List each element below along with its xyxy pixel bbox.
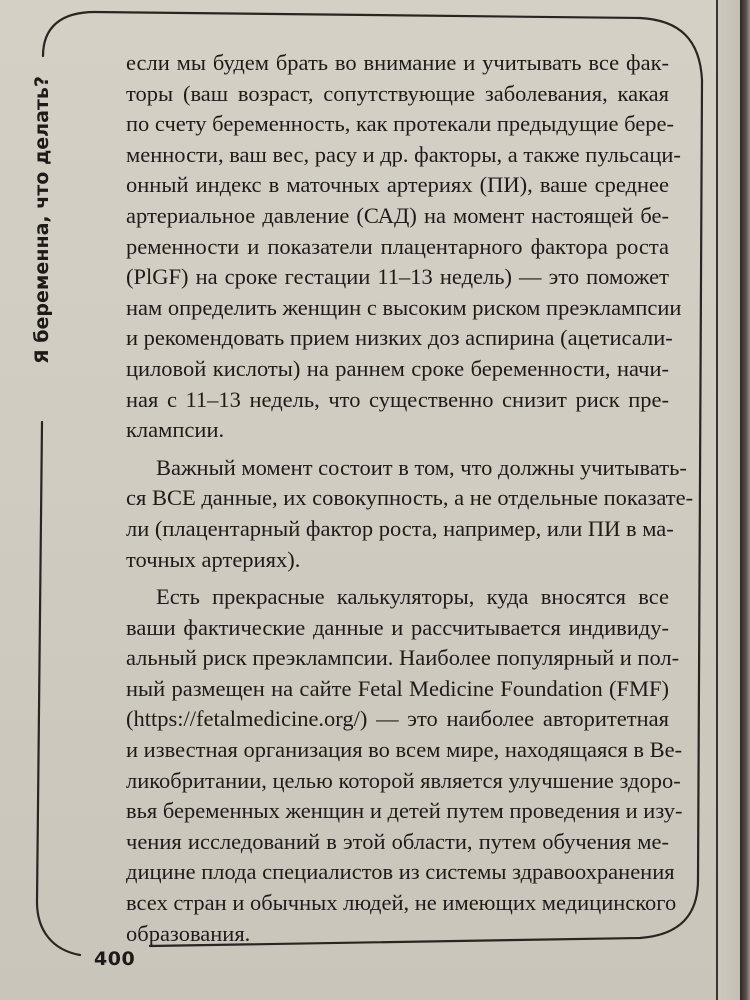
text-line: ный размещен на сайте Fetal Medicine Foundation (FMF)	[126, 675, 669, 701]
text-line: если мы будем брать во внимание и учитывать все фак-	[126, 50, 669, 75]
running-section-title: Я беременна, что делать?	[31, 76, 53, 364]
text-line: альный риск преэклампсии. Наиболее популярный и пол-	[126, 645, 680, 671]
body-text	[126, 48, 694, 949]
paragraph	[126, 453, 694, 575]
text-line: клампсии.	[126, 417, 225, 443]
text-line: Есть прекрасные калькуляторы, куда вносятся все	[156, 584, 669, 610]
text-line: ли (плацентарный фактор роста, например, или ПИ в ма-	[126, 515, 674, 541]
text-line: артериальное давление (САД) на момент настоящей бе-	[126, 202, 669, 228]
text-line: менности, ваш вес, расу и др. факторы, а также пульсаци-	[126, 141, 681, 167]
text-line: ваши фактические данные и рассчитывается индивиду-	[126, 614, 669, 640]
text-line: ликобритании, целью которой является улучшение здоро-	[126, 767, 681, 793]
text-line: (PlGF) на сроке гестации 11–13 недель) — это поможет	[126, 264, 669, 290]
text-line: (https://fetalmedicine.org/) — это наиболее авторитетная	[126, 706, 669, 732]
text-line: образования.	[126, 920, 251, 946]
text-line: чения исследований в этой области, путем обучения ме-	[126, 828, 669, 854]
text-line: всех стран и обычных людей, не имеющих медицинского	[126, 890, 677, 916]
text-line: ременности и показатели плацентарного фактора роста	[126, 233, 669, 259]
text-line: дицине плода специалистов из системы здравоохранения	[126, 859, 675, 885]
text-line: Важный момент состоит в том, что должны учитывать-	[156, 454, 687, 480]
text-line: и рекомендовать прием низких доз аспирина (ацетисали-	[126, 325, 673, 351]
text-line: торы (ваш возраст, сопутствующие заболевания, какая	[126, 80, 669, 106]
text-line: ся ВСЕ данные, их совокупность, а не отдельные показате-	[126, 485, 694, 511]
paragraph	[126, 48, 682, 446]
text-line: по счету беременность, как протекали предыдущие бере-	[126, 111, 674, 137]
text-line: ная с 11–13 недель, что существенно снизит риск пре-	[126, 386, 669, 412]
paragraph	[126, 582, 683, 949]
text-line: нам определить женщин с высоким риском преэклампсии	[126, 294, 682, 320]
page-number: 400	[94, 948, 136, 970]
text-line: циловой кислоты) на раннем сроке беременности, начи-	[126, 355, 669, 381]
text-line: и известная организация во всем мире, находящаяся в Ве-	[126, 737, 683, 763]
text-line: вья беременных женщин и детей путем проведения и изу-	[126, 798, 683, 824]
text-line: онный индекс в маточных артериях (ПИ), ваше среднее	[126, 172, 669, 198]
text-line: точных артериях).	[126, 546, 301, 572]
